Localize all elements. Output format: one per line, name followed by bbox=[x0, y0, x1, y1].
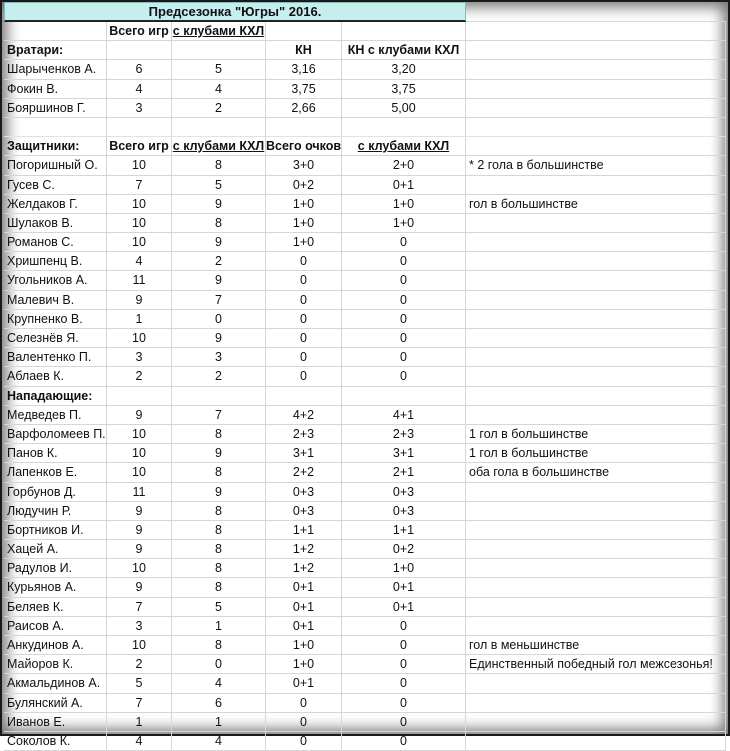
player-name: Романов С. bbox=[4, 233, 107, 252]
player-name: Аблаев К. bbox=[4, 367, 107, 386]
points-khl-value: 0 bbox=[342, 252, 466, 271]
games-value: 3 bbox=[107, 348, 172, 367]
note: * 2 гола в большинстве bbox=[466, 156, 726, 175]
points-khl-value: 0 bbox=[342, 329, 466, 348]
defender-row bbox=[4, 176, 726, 195]
note: гол в большинстве bbox=[466, 195, 726, 214]
empty-cell bbox=[107, 41, 172, 60]
points-khl-value: 0 bbox=[342, 655, 466, 674]
games-value: 4 bbox=[107, 732, 172, 751]
player-name: Шулаков В. bbox=[4, 214, 107, 233]
player-name: Желдаков Г. bbox=[4, 195, 107, 214]
points-khl-value: 0 bbox=[342, 291, 466, 310]
player-name: Малевич В. bbox=[4, 291, 107, 310]
header-gaa-khl: КН с клубами КХЛ bbox=[342, 41, 466, 60]
player-name: Лапенков Е. bbox=[4, 463, 107, 482]
note bbox=[466, 598, 726, 617]
khl-games-value: 8 bbox=[172, 214, 266, 233]
goalie-row bbox=[4, 60, 726, 79]
empty-cell bbox=[172, 118, 266, 137]
points-khl-value: 2+1 bbox=[342, 463, 466, 482]
player-name: Иванов Е. bbox=[4, 713, 107, 732]
points-value: 2+3 bbox=[266, 425, 342, 444]
khl-games-value: 5 bbox=[172, 60, 266, 79]
points-value: 1+0 bbox=[266, 655, 342, 674]
note bbox=[466, 348, 726, 367]
khl-games-value: 8 bbox=[172, 502, 266, 521]
player-name: Людучин Р. bbox=[4, 502, 107, 521]
points-value: 1+2 bbox=[266, 559, 342, 578]
forwards-label-row bbox=[4, 387, 726, 406]
empty-cell bbox=[107, 118, 172, 137]
header-points: Всего очков bbox=[266, 137, 342, 156]
khl-games-value: 5 bbox=[172, 598, 266, 617]
player-name: Соколов К. bbox=[4, 732, 107, 751]
points-value: 1+2 bbox=[266, 540, 342, 559]
player-name: Медведев П. bbox=[4, 406, 107, 425]
games-value: 6 bbox=[107, 60, 172, 79]
games-value: 1 bbox=[107, 310, 172, 329]
defender-row bbox=[4, 329, 726, 348]
points-value: 0 bbox=[266, 329, 342, 348]
goalies-label-row bbox=[4, 41, 726, 60]
player-name: Раисов А. bbox=[4, 617, 107, 636]
points-khl-value: 0 bbox=[342, 271, 466, 290]
empty-cell bbox=[342, 118, 466, 137]
note bbox=[466, 271, 726, 290]
note bbox=[466, 80, 726, 99]
defender-row bbox=[4, 348, 726, 367]
defender-row bbox=[4, 291, 726, 310]
note bbox=[466, 233, 726, 252]
note bbox=[466, 214, 726, 233]
header-games: Всего игр bbox=[107, 22, 172, 41]
defender-row bbox=[4, 310, 726, 329]
title-row-rest bbox=[466, 2, 726, 22]
points-value: 0+1 bbox=[266, 617, 342, 636]
games-value: 9 bbox=[107, 521, 172, 540]
points-khl-value: 0 bbox=[342, 617, 466, 636]
player-name: Беляев К. bbox=[4, 598, 107, 617]
khl-games-value: 8 bbox=[172, 578, 266, 597]
khl-games-value: 9 bbox=[172, 483, 266, 502]
khl-games-value: 8 bbox=[172, 540, 266, 559]
player-name: Горбунов Д. bbox=[4, 483, 107, 502]
points-khl-value: 0 bbox=[342, 367, 466, 386]
khl-games-value: 5 bbox=[172, 176, 266, 195]
khl-games-value: 0 bbox=[172, 655, 266, 674]
note bbox=[466, 252, 726, 271]
games-value: 10 bbox=[107, 214, 172, 233]
points-value: 0+1 bbox=[266, 578, 342, 597]
points-value: 0 bbox=[266, 252, 342, 271]
khl-games-value: 8 bbox=[172, 156, 266, 175]
games-value: 9 bbox=[107, 291, 172, 310]
khl-games-value: 9 bbox=[172, 444, 266, 463]
empty-cell bbox=[466, 22, 726, 41]
points-khl-value: 1+1 bbox=[342, 521, 466, 540]
points-value: 3+1 bbox=[266, 444, 342, 463]
points-khl-value: 1+0 bbox=[342, 559, 466, 578]
note bbox=[466, 540, 726, 559]
empty-cell bbox=[4, 22, 107, 41]
points-khl-value: 1+0 bbox=[342, 214, 466, 233]
empty-cell bbox=[466, 137, 726, 156]
spacer-row bbox=[4, 118, 726, 137]
khl-games-value: 2 bbox=[172, 99, 266, 118]
forward-row bbox=[4, 578, 726, 597]
points-khl-value: 2+0 bbox=[342, 156, 466, 175]
forward-row bbox=[4, 425, 726, 444]
note bbox=[466, 674, 726, 693]
khl-games-value: 8 bbox=[172, 636, 266, 655]
khl-games-value: 4 bbox=[172, 732, 266, 751]
khl-games-value: 6 bbox=[172, 694, 266, 713]
games-value: 9 bbox=[107, 578, 172, 597]
points-value: 0 bbox=[266, 732, 342, 751]
player-name: Курьянов А. bbox=[4, 578, 107, 597]
games-value: 4 bbox=[107, 252, 172, 271]
section-label-forwards: Нападающие: bbox=[4, 387, 107, 406]
forward-row bbox=[4, 483, 726, 502]
note bbox=[466, 713, 726, 732]
forward-row bbox=[4, 694, 726, 713]
note bbox=[466, 99, 726, 118]
note: 1 гол в большинстве bbox=[466, 444, 726, 463]
khl-games-value: 9 bbox=[172, 271, 266, 290]
khl-games-value: 7 bbox=[172, 291, 266, 310]
games-value: 2 bbox=[107, 367, 172, 386]
points-khl-value: 0 bbox=[342, 694, 466, 713]
empty-cell bbox=[466, 387, 726, 406]
khl-games-value: 9 bbox=[172, 329, 266, 348]
defender-row bbox=[4, 233, 726, 252]
player-name: Булянский А. bbox=[4, 694, 107, 713]
points-value: 1+0 bbox=[266, 233, 342, 252]
khl-games-value: 8 bbox=[172, 463, 266, 482]
points-value: 1+1 bbox=[266, 521, 342, 540]
points-khl-value: 0+1 bbox=[342, 578, 466, 597]
points-value: 3+0 bbox=[266, 156, 342, 175]
goalie-row bbox=[4, 99, 726, 118]
games-value: 7 bbox=[107, 598, 172, 617]
games-value: 5 bbox=[107, 674, 172, 693]
khl-games-value: 8 bbox=[172, 425, 266, 444]
note bbox=[466, 367, 726, 386]
section-label-defenders: Защитники: bbox=[4, 137, 107, 156]
header-gaa: КН bbox=[266, 41, 342, 60]
games-value: 10 bbox=[107, 195, 172, 214]
note: гол в меньшинстве bbox=[466, 636, 726, 655]
points-value: 0+2 bbox=[266, 176, 342, 195]
khl-games-value: 9 bbox=[172, 233, 266, 252]
games-value: 10 bbox=[107, 425, 172, 444]
forward-row bbox=[4, 540, 726, 559]
khl-games-value: 7 bbox=[172, 406, 266, 425]
player-name: Варфоломеев П. bbox=[4, 425, 107, 444]
sheet-title: Предсезонка "Югры" 2016. bbox=[4, 2, 466, 22]
defender-row bbox=[4, 271, 726, 290]
points-khl-value: 0 bbox=[342, 348, 466, 367]
gaa-value: 3,16 bbox=[266, 60, 342, 79]
empty-cell bbox=[266, 22, 342, 41]
points-value: 0 bbox=[266, 271, 342, 290]
points-khl-value: 0+1 bbox=[342, 598, 466, 617]
goalie-row bbox=[4, 80, 726, 99]
empty-cell bbox=[466, 118, 726, 137]
gaa-khl-value: 3,20 bbox=[342, 60, 466, 79]
note: оба гола в большинстве bbox=[466, 463, 726, 482]
note: Единственный победный гол межсезонья! bbox=[466, 655, 726, 674]
empty-cell bbox=[172, 41, 266, 60]
points-value: 0+3 bbox=[266, 502, 342, 521]
points-value: 0 bbox=[266, 310, 342, 329]
player-name: Радулов И. bbox=[4, 559, 107, 578]
khl-games-value: 2 bbox=[172, 252, 266, 271]
forward-row bbox=[4, 598, 726, 617]
forward-row bbox=[4, 732, 726, 751]
games-value: 1 bbox=[107, 713, 172, 732]
forward-row bbox=[4, 406, 726, 425]
points-khl-value: 0 bbox=[342, 310, 466, 329]
note bbox=[466, 176, 726, 195]
games-value: 2 bbox=[107, 655, 172, 674]
empty-cell bbox=[342, 22, 466, 41]
defender-row bbox=[4, 252, 726, 271]
forward-row bbox=[4, 636, 726, 655]
player-name: Хришпенц В. bbox=[4, 252, 107, 271]
khl-games-value: 8 bbox=[172, 559, 266, 578]
points-value: 0 bbox=[266, 291, 342, 310]
forward-row bbox=[4, 617, 726, 636]
khl-games-value: 0 bbox=[172, 310, 266, 329]
title-row bbox=[4, 2, 726, 22]
section-label-goalies: Вратари: bbox=[4, 41, 107, 60]
khl-games-value: 2 bbox=[172, 367, 266, 386]
note bbox=[466, 694, 726, 713]
note bbox=[466, 559, 726, 578]
player-name: Бояршинов Г. bbox=[4, 99, 107, 118]
khl-games-value: 4 bbox=[172, 674, 266, 693]
points-khl-value: 0 bbox=[342, 674, 466, 693]
khl-games-value: 3 bbox=[172, 348, 266, 367]
player-name: Анкудинов А. bbox=[4, 636, 107, 655]
khl-games-value: 1 bbox=[172, 617, 266, 636]
forward-row bbox=[4, 502, 726, 521]
stats-sheet bbox=[4, 2, 726, 751]
player-name: Гусев С. bbox=[4, 176, 107, 195]
points-value: 2+2 bbox=[266, 463, 342, 482]
points-value: 4+2 bbox=[266, 406, 342, 425]
gaa-value: 2,66 bbox=[266, 99, 342, 118]
games-value: 11 bbox=[107, 271, 172, 290]
header-games: Всего игр bbox=[107, 137, 172, 156]
player-name: Селезнёв Я. bbox=[4, 329, 107, 348]
empty-cell bbox=[266, 118, 342, 137]
header-points-khl: с клубами КХЛ bbox=[342, 137, 466, 156]
note bbox=[466, 291, 726, 310]
note bbox=[466, 483, 726, 502]
player-name: Хацей А. bbox=[4, 540, 107, 559]
player-name: Погоришный О. bbox=[4, 156, 107, 175]
forward-row bbox=[4, 559, 726, 578]
empty-cell bbox=[172, 387, 266, 406]
khl-games-value: 9 bbox=[172, 195, 266, 214]
goalies-header-row bbox=[4, 22, 726, 41]
forward-row bbox=[4, 674, 726, 693]
games-value: 3 bbox=[107, 99, 172, 118]
note bbox=[466, 617, 726, 636]
note bbox=[466, 578, 726, 597]
forward-row bbox=[4, 521, 726, 540]
note bbox=[466, 732, 726, 751]
player-name: Майоров К. bbox=[4, 655, 107, 674]
points-khl-value: 3+1 bbox=[342, 444, 466, 463]
games-value: 7 bbox=[107, 176, 172, 195]
player-name: Крупненко В. bbox=[4, 310, 107, 329]
games-value: 10 bbox=[107, 444, 172, 463]
games-value: 10 bbox=[107, 463, 172, 482]
points-value: 0+3 bbox=[266, 483, 342, 502]
points-value: 0 bbox=[266, 694, 342, 713]
forward-row bbox=[4, 713, 726, 732]
player-name: Панов К. bbox=[4, 444, 107, 463]
note bbox=[466, 502, 726, 521]
games-value: 9 bbox=[107, 406, 172, 425]
empty-cell bbox=[4, 118, 107, 137]
header-khl: с клубами КХЛ bbox=[172, 137, 266, 156]
khl-games-value: 8 bbox=[172, 521, 266, 540]
points-khl-value: 4+1 bbox=[342, 406, 466, 425]
defender-row bbox=[4, 367, 726, 386]
defender-row bbox=[4, 195, 726, 214]
note bbox=[466, 406, 726, 425]
points-value: 0 bbox=[266, 367, 342, 386]
points-khl-value: 0+3 bbox=[342, 483, 466, 502]
empty-cell bbox=[342, 387, 466, 406]
points-khl-value: 0 bbox=[342, 732, 466, 751]
games-value: 9 bbox=[107, 540, 172, 559]
games-value: 10 bbox=[107, 156, 172, 175]
defender-row bbox=[4, 214, 726, 233]
player-name: Бортников И. bbox=[4, 521, 107, 540]
note bbox=[466, 60, 726, 79]
header-khl: с клубами КХЛ bbox=[172, 22, 266, 41]
games-value: 10 bbox=[107, 559, 172, 578]
defender-row bbox=[4, 156, 726, 175]
empty-cell bbox=[466, 41, 726, 60]
games-value: 7 bbox=[107, 694, 172, 713]
points-value: 1+0 bbox=[266, 636, 342, 655]
player-name: Шарыченков А. bbox=[4, 60, 107, 79]
points-khl-value: 2+3 bbox=[342, 425, 466, 444]
points-khl-value: 0+3 bbox=[342, 502, 466, 521]
player-name: Валентенко П. bbox=[4, 348, 107, 367]
empty-cell bbox=[107, 387, 172, 406]
games-value: 10 bbox=[107, 636, 172, 655]
points-khl-value: 0 bbox=[342, 713, 466, 732]
games-value: 10 bbox=[107, 233, 172, 252]
forward-row bbox=[4, 655, 726, 674]
empty-cell bbox=[266, 387, 342, 406]
forward-row bbox=[4, 444, 726, 463]
khl-games-value: 4 bbox=[172, 80, 266, 99]
games-value: 9 bbox=[107, 502, 172, 521]
gaa-khl-value: 5,00 bbox=[342, 99, 466, 118]
points-value: 0+1 bbox=[266, 598, 342, 617]
games-value: 11 bbox=[107, 483, 172, 502]
points-value: 0+1 bbox=[266, 674, 342, 693]
points-khl-value: 0+1 bbox=[342, 176, 466, 195]
player-name: Угольников А. bbox=[4, 271, 107, 290]
khl-games-value: 1 bbox=[172, 713, 266, 732]
games-value: 3 bbox=[107, 617, 172, 636]
points-value: 1+0 bbox=[266, 214, 342, 233]
note: 1 гол в большинстве bbox=[466, 425, 726, 444]
gaa-khl-value: 3,75 bbox=[342, 80, 466, 99]
note bbox=[466, 310, 726, 329]
points-khl-value: 1+0 bbox=[342, 195, 466, 214]
points-khl-value: 0+2 bbox=[342, 540, 466, 559]
forward-row bbox=[4, 463, 726, 482]
points-khl-value: 0 bbox=[342, 233, 466, 252]
points-khl-value: 0 bbox=[342, 636, 466, 655]
defenders-header-row bbox=[4, 137, 726, 156]
games-value: 4 bbox=[107, 80, 172, 99]
note bbox=[466, 521, 726, 540]
points-value: 1+0 bbox=[266, 195, 342, 214]
points-value: 0 bbox=[266, 348, 342, 367]
player-name: Фокин В. bbox=[4, 80, 107, 99]
points-value: 0 bbox=[266, 713, 342, 732]
games-value: 10 bbox=[107, 329, 172, 348]
gaa-value: 3,75 bbox=[266, 80, 342, 99]
player-name: Акмальдинов А. bbox=[4, 674, 107, 693]
note bbox=[466, 329, 726, 348]
